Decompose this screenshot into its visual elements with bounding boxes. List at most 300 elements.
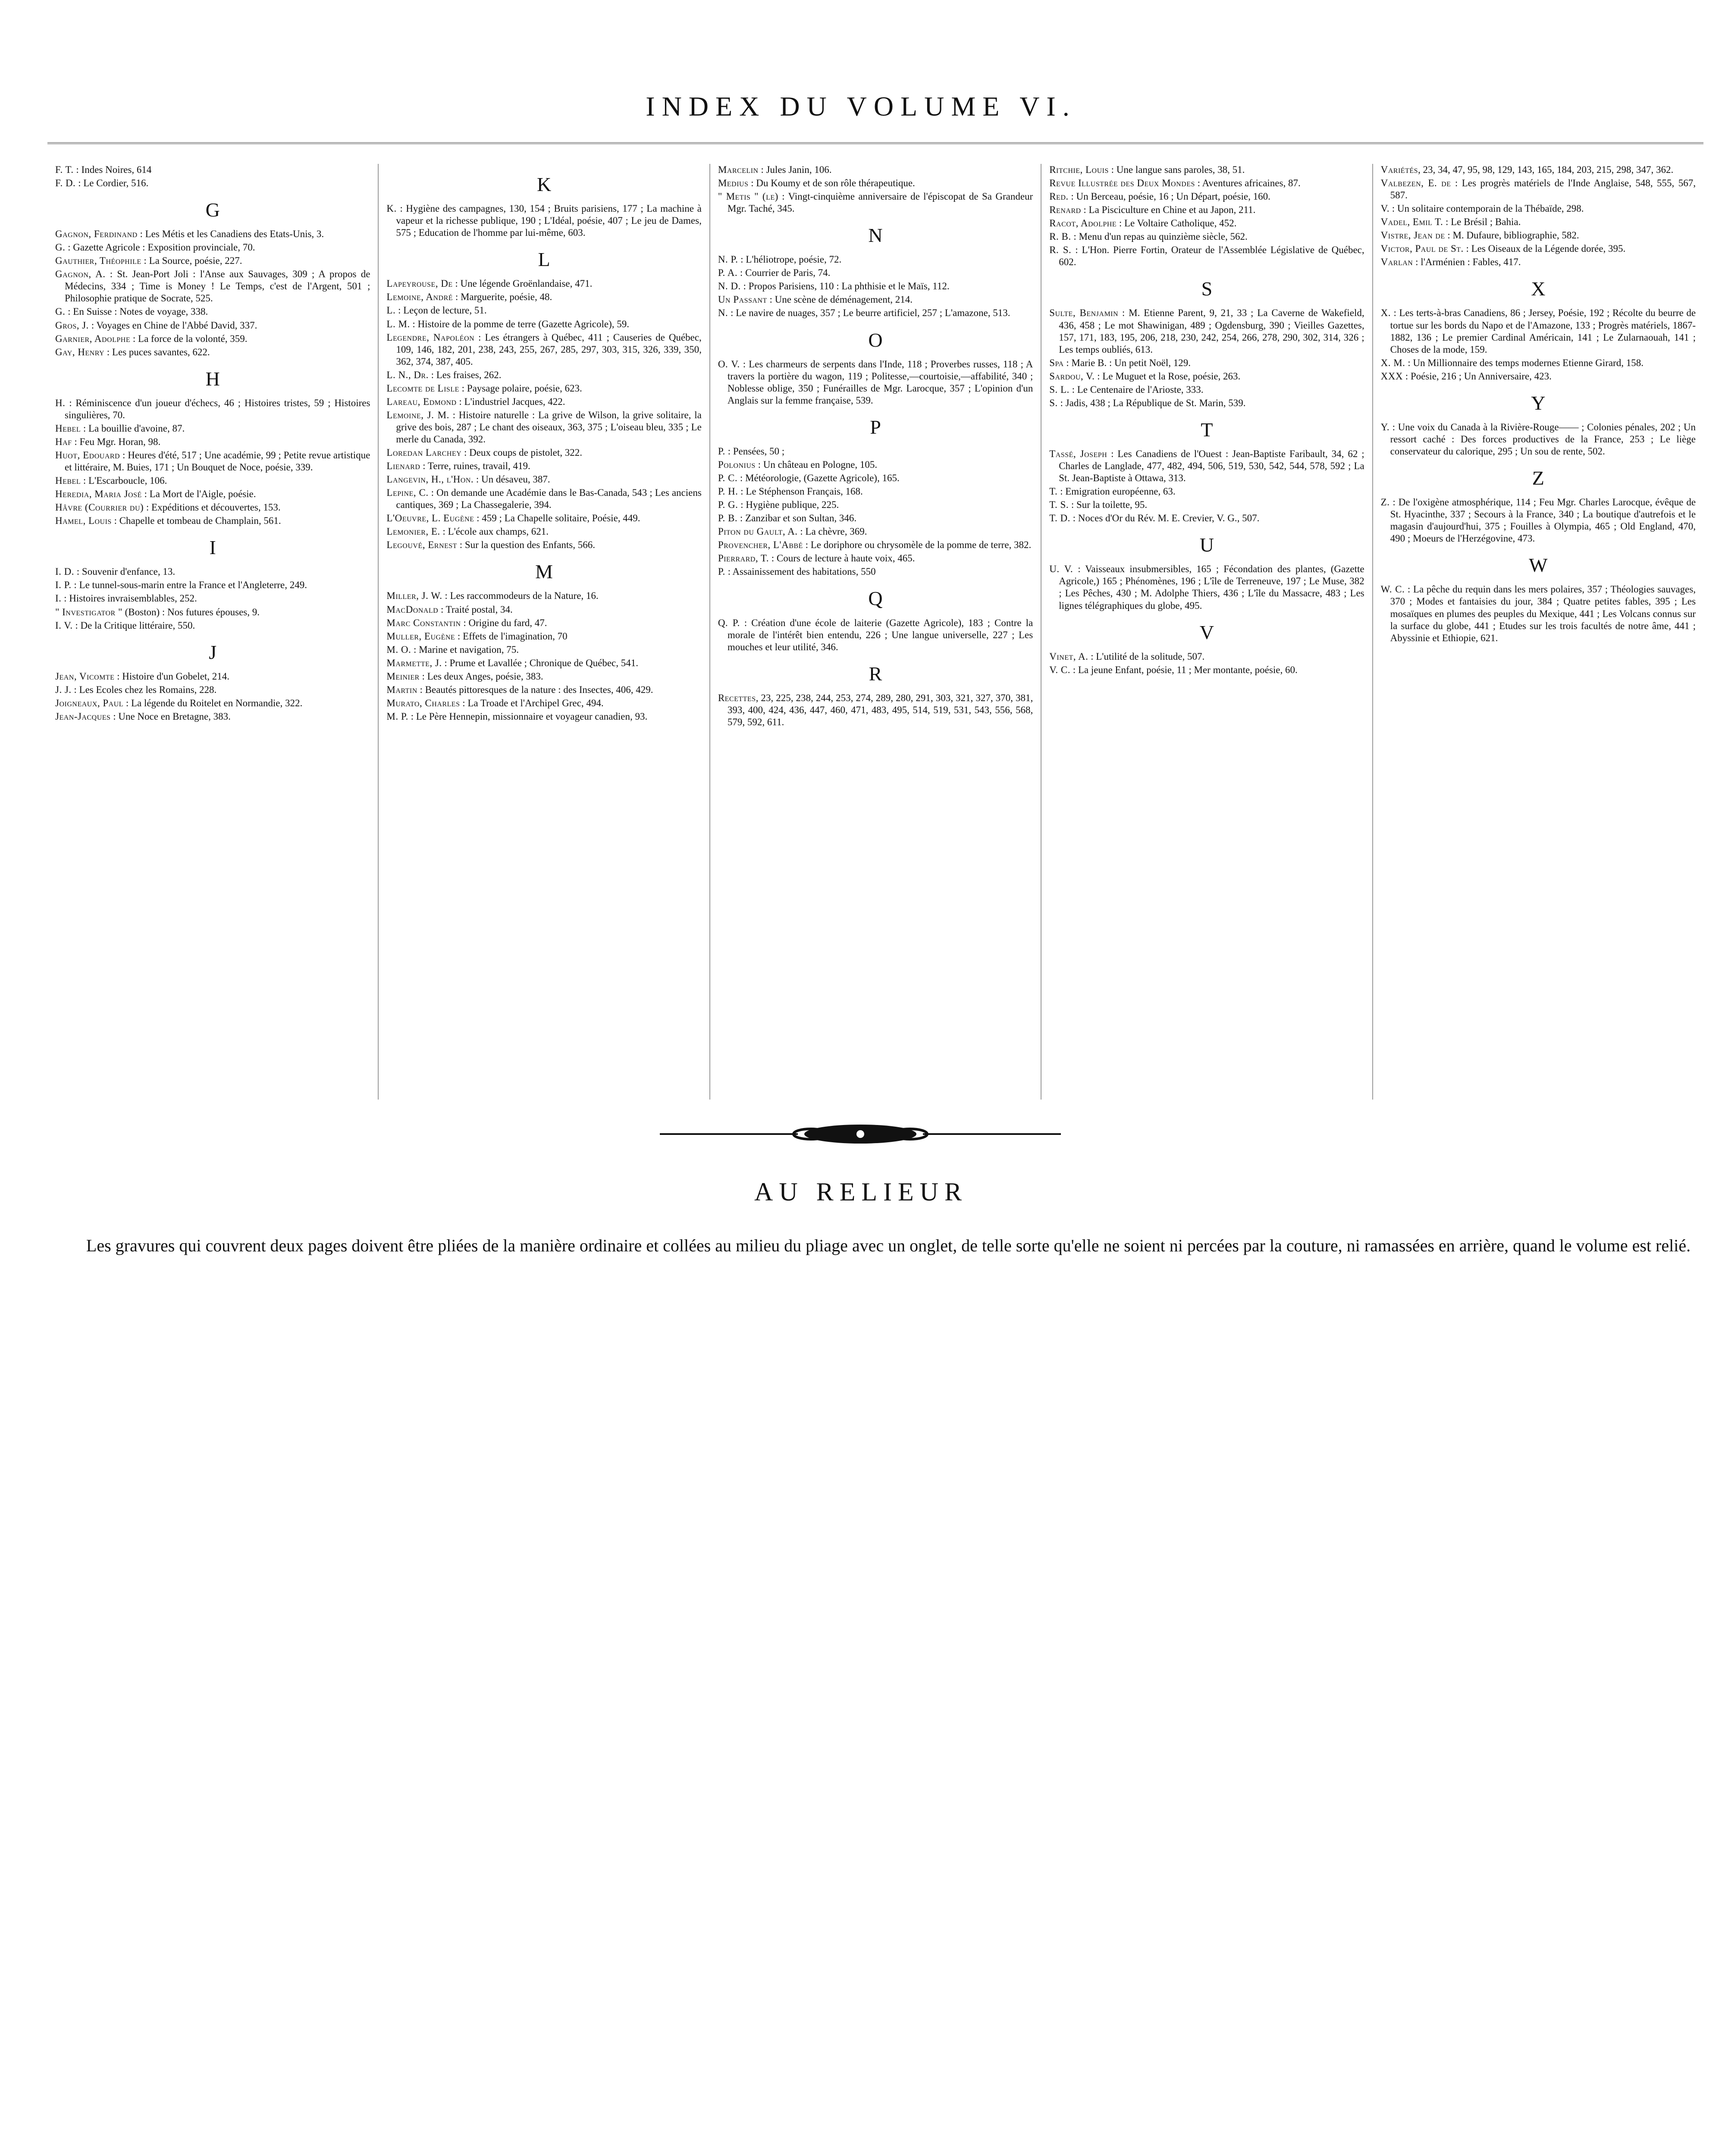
- index-entry: [718, 267, 1033, 279]
- index-entry: [1381, 243, 1696, 255]
- entry-author: F. T.: [55, 164, 74, 175]
- entry-text: : Du Koumy et de son rôle thérapeutique.: [748, 178, 915, 189]
- index-entry: [1381, 177, 1696, 201]
- entry-author: Jean, Vicomte: [55, 671, 115, 682]
- entry-author: Z.: [1380, 497, 1390, 508]
- entry-text: : Le navire de nuages, 357 ; Le beurre artificiel, 257 ; L'amazone, 513.: [728, 307, 1010, 319]
- entry-text: : Gazette Agricole : Exposition provinciale, 70.: [65, 242, 255, 253]
- entry-author: Hebel: [55, 475, 81, 486]
- entry-author: Lepine, C.: [386, 487, 429, 498]
- index-entry: [55, 397, 370, 421]
- entry-author: Martin: [386, 684, 417, 695]
- entry-author: Langevin, H., l'Hon.: [386, 474, 474, 485]
- entry-text: : Origine du fard, 47.: [461, 617, 547, 628]
- index-entry: [386, 369, 701, 381]
- index-entry: [55, 566, 370, 578]
- index-entry: [55, 423, 370, 435]
- entry-author: Renard: [1049, 204, 1081, 216]
- entry-text: : Histoire de la pomme de terre (Gazette Agricole), 59.: [410, 318, 630, 329]
- entry-text: : La bouillie d'avoine, 87.: [81, 423, 185, 434]
- entry-author: Lemonier, E.: [386, 526, 440, 537]
- index-entry: [55, 475, 370, 487]
- entry-text: : La jeune Enfant, poésie, 11 ; Mer montante, poésie, 60.: [1070, 664, 1298, 675]
- entry-text: : Le Voltaire Catholique, 452.: [1117, 218, 1237, 229]
- entry-author: Sulte, Benjamin: [1049, 307, 1119, 319]
- index-entry: [718, 358, 1033, 407]
- index-entry: [1049, 357, 1364, 369]
- entry-text: : L'Escarboucle, 106.: [81, 475, 167, 486]
- entry-text: : Poésie, 216 ; Un Anniversaire, 423.: [1402, 370, 1552, 382]
- entry-text: : La Source, poésie, 227.: [141, 255, 242, 266]
- entry-text: : Histoires invraisemblables, 252.: [61, 593, 197, 604]
- entry-author: Red.: [1049, 191, 1069, 202]
- entry-text: : La Troade et l'Archipel Grec, 494.: [460, 697, 604, 708]
- index-entry: [1381, 203, 1696, 215]
- entry-author: Jean-Jacques: [55, 711, 111, 722]
- index-entry: [55, 449, 370, 473]
- entry-author: I. V.: [55, 620, 73, 631]
- index-entry: [1381, 583, 1696, 644]
- entry-author: I.: [55, 593, 62, 604]
- entry-author: Hâvre (Courrier du): [55, 502, 144, 513]
- entry-author: F. D.: [55, 178, 76, 189]
- index-entry: [55, 592, 370, 605]
- entry-text: : Une scène de déménagement, 214.: [767, 294, 913, 305]
- index-entry: [718, 486, 1033, 498]
- entry-text: : Jadis, 438 ; La République de St. Marin, 539.: [1057, 397, 1246, 408]
- entry-text: : Noces d'Or du Rév. M. E. Crevier, V. G., 507.: [1070, 513, 1260, 524]
- index-entry: [55, 320, 370, 332]
- index-entry: [55, 177, 370, 189]
- entry-text: : Le Père Hennepin, missionnaire et voyageur canadien, 93.: [408, 711, 648, 722]
- entry-author: Q. P.: [718, 617, 740, 628]
- entry-text: : Courrier de Paris, 74.: [737, 267, 831, 279]
- entry-author: Lecomte de Lisle: [386, 382, 459, 394]
- entry-author: Huot, Edouard: [55, 449, 120, 461]
- section-letter: N: [868, 224, 883, 247]
- entry-author: L. M.: [386, 318, 410, 329]
- entry-text: : Deux coups de pistolet, 322.: [461, 447, 582, 458]
- entry-text: : Emigration européenne, 63.: [1057, 486, 1176, 497]
- index-entry: [55, 711, 370, 723]
- index-entry: [1049, 448, 1364, 484]
- entry-author: I. P.: [55, 580, 72, 591]
- section-letter: L: [538, 248, 550, 271]
- index-entry: [718, 177, 1033, 189]
- entry-author: G.: [55, 306, 66, 317]
- entry-text: : L'Hon. Pierre Fortin, Orateur de l'Assemblée Législative de Québec, 602.: [1059, 244, 1364, 268]
- entry-text: : Marie B. : Un petit Noël, 129.: [1063, 357, 1191, 368]
- index-entry: [386, 318, 701, 330]
- index-entry: [1049, 384, 1364, 396]
- entry-text: : La Pisciculture en Chine et au Japon, 211.: [1081, 204, 1256, 216]
- entry-text: : Le Stéphenson Français, 168.: [738, 486, 863, 497]
- section-letter: Q: [868, 587, 883, 610]
- entry-author: Legouvé, Ernest: [386, 539, 457, 551]
- index-entry: [1049, 651, 1364, 663]
- entry-text: : Souvenir d'enfance, 13.: [74, 566, 176, 577]
- index-entry: [1049, 486, 1364, 498]
- entry-text: : Jules Janin, 106.: [758, 164, 832, 175]
- section-letter: X: [1531, 278, 1546, 300]
- entry-author: P. A.: [718, 267, 738, 279]
- entry-text: : Effets de l'imagination, 70: [455, 630, 568, 642]
- entry-author: V.: [1380, 203, 1390, 214]
- index-column: [1041, 164, 1372, 1100]
- entry-text: : Pensées, 50 ;: [725, 445, 785, 457]
- index-entry: [1049, 244, 1364, 268]
- index-entry: [386, 304, 701, 317]
- entry-text: : Les raccommodeurs de la Nature, 16.: [442, 590, 599, 602]
- entry-text: : Histoire naturelle : La grive de Wilson, la grive solitaire, la grive des bois, 287 ; Le chant des oiseaux, 363, 375 ; L'oiseau bleu, 335 ; Le merle du Canada, 392.: [396, 409, 702, 445]
- entry-text: : M. Etienne Parent, 9, 21, 33 ; La Caverne de Wakefield, 436, 458 ; Le mot Shawinigan, 489 ; Ogdensburg, 390 ; Vieilles Gazettes, 157, 171, 183, 195, 206, 218, 230, 242, 254, 266, 278, 290, 302, 314, 326 ; Les temps oubliés, 613.: [1059, 307, 1364, 355]
- entry-text: : L'héliotrope, poésie, 72.: [738, 254, 842, 265]
- entry-text: : Les Ecoles chez les Romains, 228.: [71, 684, 217, 695]
- entry-author: P.: [718, 445, 725, 457]
- index-entry: [386, 526, 701, 538]
- entry-text: : En Suisse : Notes de voyage, 338.: [65, 306, 208, 317]
- entry-text: : Les fraises, 262.: [428, 369, 502, 380]
- index-entry: [718, 254, 1033, 266]
- entry-author: S. L.: [1049, 384, 1070, 395]
- section-letter: W: [1529, 554, 1548, 577]
- index-entry: [718, 526, 1033, 538]
- index-entry: [718, 499, 1033, 511]
- entry-text: : Aventures africaines, 87.: [1195, 178, 1301, 189]
- index-entry: [718, 307, 1033, 319]
- index-entry: [1381, 307, 1696, 355]
- entry-author: V. C.: [1049, 664, 1070, 675]
- section-letter: P: [870, 416, 881, 438]
- entry-text: : Les charmeurs de serpents dans l'Inde, 118 ; Proverbes russes, 118 ; A travers la portière du wagon, 119 ; Politesse,—courtoisie,—affabilité, 340 ; Noblesse oblige, 350 ; Funérailles de Mgr. Larocque, 357 ; L'opinion d'un Anglais sur la femme française, 539.: [727, 358, 1033, 406]
- section-letter: J: [209, 641, 217, 663]
- entry-text: : Propos Parisiens, 110 : La phthisie et le Maïs, 112.: [740, 281, 950, 292]
- entry-author: X.: [1380, 307, 1391, 319]
- entry-text: : Vingt-cinquième anniversaire de l'épiscopat de Sa Grandeur Mgr. Taché, 345.: [727, 191, 1033, 214]
- entry-text: : Hygiène des campagnes, 130, 154 ; Bruits parisiens, 177 ; La machine à vapeur et la richesse publique, 190 ; L'Idéal, poésie, 407 ; Le jeu de Dames, 575 ; Education de l'homme par lui-même, 603.: [396, 203, 702, 238]
- index-column: [47, 164, 378, 1100]
- index-entry: [55, 346, 370, 358]
- index-entry: [1381, 370, 1696, 382]
- entry-text: : Histoire d'un Gobelet, 214.: [114, 671, 230, 682]
- entry-text: : Cours de lecture à haute voix, 465.: [769, 553, 915, 564]
- index-entry: [718, 280, 1033, 292]
- entry-text: : Le Muguet et la Rose, poésie, 263.: [1095, 370, 1241, 382]
- entry-author: Spa: [1049, 357, 1064, 368]
- section-letter: V: [1199, 621, 1214, 643]
- index-entry: [1049, 217, 1364, 229]
- index-entry: [386, 278, 701, 290]
- index-entry: [386, 630, 701, 642]
- index-entry: [386, 539, 701, 551]
- index-entry: [1049, 370, 1364, 382]
- index-entry: [386, 604, 701, 616]
- entry-text: : La force de la volonté, 359.: [130, 333, 248, 344]
- index-entry: [718, 512, 1033, 524]
- entry-author: N.: [718, 307, 728, 319]
- index-column: [1372, 164, 1703, 1100]
- entry-text: : Un solitaire contemporain de la Thébaïde, 298.: [1390, 203, 1584, 214]
- index-entry: [718, 566, 1033, 578]
- index-entry: [55, 333, 370, 345]
- index-entry: [1381, 164, 1696, 176]
- entry-text: : Chapelle et tombeau de Champlain, 561.: [111, 515, 281, 526]
- entry-text: : Météorologie, (Gazette Agricole), 165.: [737, 473, 900, 484]
- entry-text: : Les étrangers à Québec, 411 ; Causeries de Québec, 109, 146, 182, 201, 238, 243, 255, 267, 285, 297, 303, 315, 326, 339, 350, 362, 374, 387, 405.: [396, 332, 702, 367]
- index-entry: [718, 459, 1033, 471]
- entry-author: Un Passant: [718, 294, 767, 305]
- entry-author: Provencher, L'Abbé: [718, 539, 803, 551]
- entry-text: , 23, 225, 238, 244, 253, 274, 289, 280, 291, 303, 321, 327, 370, 381, 393, 400, 424, 436, 447, 460, 471, 483, 495, 514, 519, 531, 543, 556, 568, 579, 592, 611.: [727, 692, 1033, 727]
- entry-author: Hebel: [55, 423, 81, 434]
- index-entry: [1049, 499, 1364, 511]
- entry-author: P.: [718, 566, 725, 577]
- index-entry: [1381, 216, 1696, 228]
- entry-author: Marmette, J.: [386, 657, 442, 668]
- index-entry: [55, 697, 370, 709]
- entry-author: Y.: [1380, 421, 1390, 432]
- entry-author: L. N., Dr.: [386, 369, 429, 380]
- entry-author: Valbezen, E. de: [1380, 178, 1451, 189]
- index-entry: [1049, 191, 1364, 203]
- entry-author: H.: [55, 397, 66, 408]
- entry-text: : Les Oiseaux de la Légende dorée, 395.: [1463, 243, 1626, 254]
- index-entry: [386, 332, 701, 368]
- entry-author: Vinet, A.: [1049, 651, 1088, 662]
- index-entry: [386, 291, 701, 303]
- index-entry: [55, 671, 370, 683]
- index-entry: [1049, 563, 1364, 611]
- index-entry: [386, 684, 701, 696]
- entry-author: N. D.: [718, 281, 741, 292]
- index-entry: [1381, 229, 1696, 241]
- index-entry: [386, 382, 701, 395]
- entry-text: : Le tunnel-sous-marin entre la France et l'Angleterre, 249.: [71, 580, 307, 591]
- entry-text: : Une langue sans paroles, 38, 51.: [1108, 164, 1245, 175]
- index-entry: [55, 241, 370, 254]
- index-entry: [1049, 231, 1364, 243]
- entry-author: Lareau, Edmond: [386, 396, 457, 407]
- entry-text: : Le Brésil ; Bahia.: [1443, 216, 1521, 228]
- entry-author: Meinier: [386, 671, 420, 682]
- index-entry: [1381, 256, 1696, 268]
- entry-author: M. P.: [386, 711, 408, 722]
- index-entry: [386, 409, 701, 445]
- index-entry: [55, 268, 370, 304]
- top-rule: [47, 142, 1703, 144]
- entry-author: Loredan Larchey: [386, 447, 462, 458]
- entry-text: : Terre, ruines, travail, 419.: [420, 461, 530, 472]
- entry-author: Joigneaux, Paul: [55, 697, 124, 708]
- entry-author: P. C.: [718, 473, 738, 484]
- index-entry: [386, 644, 701, 656]
- entry-text: : Prume et Lavallée ; Chronique de Québec, 541.: [442, 657, 638, 668]
- entry-text: : Un Millionnaire des temps modernes Etienne Girard, 158.: [1405, 357, 1644, 368]
- entry-text: : Voyages en Chine de l'Abbé David, 337.: [88, 320, 257, 331]
- entry-author: Haf: [55, 436, 72, 447]
- entry-text: : Le doriphore ou chrysomèle de la pomme de terre, 382.: [803, 539, 1032, 551]
- index-entry: [718, 472, 1033, 484]
- entry-author: M. O.: [386, 644, 411, 655]
- entry-author: G.: [55, 242, 66, 253]
- entry-author: Garnier, Adolphe: [55, 333, 131, 344]
- index-entry: [386, 590, 701, 602]
- section-letter: M: [535, 561, 553, 583]
- index-entry: [55, 684, 370, 696]
- entry-author: " Metis " (le): [718, 191, 778, 202]
- index-entry: [1381, 421, 1696, 458]
- entry-author: Gay, Henry: [55, 346, 105, 357]
- entry-author: J. J.: [55, 684, 72, 695]
- index-entry: [1049, 204, 1364, 216]
- entry-text: : 459 ; La Chapelle solitaire, Poésie, 449.: [474, 513, 640, 524]
- entry-author: Piton du Gault, A.: [718, 526, 798, 537]
- entry-text: : Un château en Pologne, 105.: [755, 459, 878, 470]
- entry-text: : Réminiscence d'un joueur d'échecs, 46 ; Histoires tristes, 59 ; Histoires singulières, 70.: [65, 397, 370, 420]
- index-entry: [386, 487, 701, 511]
- index-entry: [386, 396, 701, 408]
- entry-text: : Les deux Anges, poésie, 383.: [419, 671, 543, 682]
- entry-author: L.: [386, 305, 396, 316]
- entry-author: P. G.: [718, 499, 738, 511]
- entry-author: O. V.: [718, 358, 740, 370]
- index-column: [378, 164, 709, 1100]
- entry-text: : La chèvre, 369.: [797, 526, 867, 537]
- entry-author: Murato, Charles: [386, 697, 460, 708]
- entry-text: : Les progrès matériels de l'Inde Anglaise, 548, 555, 567, 587.: [1390, 178, 1696, 201]
- entry-text: : Le Cordier, 516.: [75, 178, 149, 189]
- entry-author: Medius: [718, 178, 749, 189]
- entry-author: P. H.: [718, 486, 738, 497]
- entry-author: Marcelin: [718, 164, 759, 175]
- entry-text: : Menu d'un repas au quinzième siècle, 562.: [1071, 231, 1248, 242]
- section-letter: S: [1201, 278, 1213, 300]
- entry-author: W. C.: [1380, 584, 1405, 595]
- entry-text: : L'école aux champs, 621.: [440, 526, 549, 537]
- index-entry: [1049, 177, 1364, 189]
- entry-text: : Une Noce en Bretagne, 383.: [110, 711, 231, 722]
- entry-author: Recettes: [718, 692, 756, 703]
- entry-text: : Une voix du Canada à la Rivière-Rouge—— ; Colonies pénales, 202 ; Un ressort caché : Des forces productives de la France, 253 ; Le liège conservateur du calorique, 295 ; Un sou de rente, 502.: [1390, 421, 1696, 457]
- entry-author: Miller, J. W.: [386, 590, 442, 602]
- entry-author: Marc Constantin: [386, 617, 461, 628]
- entry-text: : St. Jean-Port Joli : l'Anse aux Sauvages, 309 ; A propos de Médecins, 334 ; Time is Money ! Le Temps, c'est de l'Argent, 501 ; Philosophie pratique de Socrate, 525.: [65, 269, 370, 304]
- entry-author: Heredia, Maria José: [55, 489, 142, 500]
- entry-author: T. S.: [1049, 499, 1069, 511]
- entry-author: Tassé, Joseph: [1049, 448, 1107, 459]
- entry-author: P. B.: [718, 513, 738, 524]
- entry-author: MacDonald: [386, 604, 439, 615]
- entry-author: Variétés: [1380, 164, 1418, 175]
- index-entry: [386, 460, 701, 472]
- relieur-title: AU RELIEUR: [754, 1178, 968, 1206]
- entry-text: : Paysage polaire, poésie, 623.: [459, 382, 582, 394]
- index-entry: [386, 697, 701, 709]
- entry-author: Revue Illustrée des Deux Mondes: [1049, 178, 1195, 189]
- entry-text: : L'utilité de la solitude, 507.: [1088, 651, 1205, 662]
- entry-text: : La Mort de l'Aigle, poésie.: [141, 489, 256, 500]
- entry-text: : Sur la question des Enfants, 566.: [457, 539, 595, 551]
- entry-author: Racot, Adolphe: [1049, 218, 1117, 229]
- section-letter: H: [205, 367, 220, 390]
- entry-text: : De l'oxigène atmosphérique, 114 ; Feu Mgr. Charles Larocque, évêque de St. Hyacinthe, 337 ; Secours à la France, 340 ; La boutique d'autrefois et le magasin d'aujourd'hui, 375 ; Fouilles à Olympia, 465 ; Old England, 470, 490 ; Moeurs de l'Herzégovine, 473.: [1390, 497, 1696, 544]
- index-entry: [55, 164, 370, 176]
- section-letter: O: [868, 329, 883, 351]
- index-column: [709, 164, 1041, 1100]
- entry-text: : Leçon de lecture, 51.: [395, 305, 487, 316]
- entry-author: Lemoine, André: [386, 291, 453, 303]
- entry-text: : l'Arménien : Fables, 417.: [1413, 257, 1521, 268]
- entry-text: : Les terts-à-bras Canadiens, 86 ; Jersey, Poésie, 192 ; Récolte du beurre de tortue sur les bords du Napo et de l'Amazone, 133 ; Progrès matériels, 1867-1882, 136 ; Le premier Cardinal Américain, 141 ; Le Zularnaouah, 141 ; Choses de la mode, 159.: [1390, 307, 1696, 355]
- entry-author: Gauthier, Théophile: [55, 255, 141, 266]
- index-entry: [55, 501, 370, 514]
- entry-author: Polonius: [718, 459, 756, 470]
- index-entry: [55, 306, 370, 318]
- entry-text: : Les Métis et les Canadiens des Etats-Unis, 3.: [137, 229, 324, 240]
- entry-author: Victor, Paul de St.: [1380, 243, 1464, 254]
- index-entry: [718, 191, 1033, 215]
- entry-author: L'Oeuvre, L. Eugène: [386, 513, 474, 524]
- entry-author: Varlan: [1380, 257, 1413, 268]
- entry-text: : Indes Noires, 614: [73, 164, 152, 175]
- entry-author: Lienard: [386, 461, 420, 472]
- entry-author: K.: [386, 203, 397, 214]
- entry-text: : Création d'une école de laiterie (Gazette Agricole), 183 ; Contre la morale de l'intérêt bien entendu, 226 ; Une langue universelle, 227 ; Les mouches et leur utilité, 346.: [727, 617, 1033, 652]
- entry-author: Gros, J.: [55, 320, 89, 331]
- entry-author: Gagnon, Ferdinand: [55, 229, 138, 240]
- index-entry: [386, 711, 701, 723]
- section-letter: T: [1201, 418, 1213, 441]
- index-entry: [718, 692, 1033, 728]
- index-entry: [386, 473, 701, 486]
- entry-author: Hamel, Louis: [55, 515, 112, 526]
- section-letter: G: [205, 199, 220, 221]
- entry-text: : Vaisseaux insubmersibles, 165 ; Fécondation des plantes, (Gazette Agricole,) 165 ; Phénomènes, 196 ; L'île de Terreneuve, 197 ; Le Muse, 382 ; Les Pêches, 430 ; M. Adolphe Thiers, 436 ; L'île du Massacre, 483 ; Les lignes télégraphiques du globe, 495.: [1059, 564, 1364, 611]
- index-entry: [55, 620, 370, 632]
- entry-text: : Une légende Groënlandaise, 471.: [452, 278, 593, 289]
- entry-text: : Beautés pittoresques de la nature : des Insectes, 406, 429.: [417, 684, 653, 695]
- index-entry: [386, 447, 701, 459]
- relieur-text: Les gravures qui couvrent deux pages doivent être pliées de la manière ordinaire et collées au milieu du pliage avec un onglet, de telle sorte qu'elle ne soient ni percées par la couture, ni ramassées en arrière, quand le volume est relié.: [86, 1236, 1691, 1255]
- entry-text: : Expéditions et découvertes, 153.: [144, 502, 281, 513]
- entry-text: : M. Dufaure, bibliographie, 582.: [1445, 230, 1579, 241]
- entry-author: Ritchie, Louis: [1049, 164, 1109, 175]
- ornament-divider: [656, 1121, 1065, 1147]
- index-columns: [47, 164, 1703, 1100]
- index-entry: [1049, 512, 1364, 524]
- entry-text: : Heures d'été, 517 ; Une académie, 99 ; Petite revue artistique et littéraire, M. Buies, 171 ; Un Bouquet de Noce, poésie, 339.: [65, 449, 370, 473]
- index-entry: [1381, 357, 1696, 369]
- entry-author: U. V.: [1049, 564, 1073, 575]
- entry-text: : Le Centenaire de l'Arioste, 333.: [1069, 384, 1204, 395]
- entry-author: X. M.: [1380, 357, 1405, 368]
- entry-text: : Zanzibar et son Sultan, 346.: [737, 513, 857, 524]
- entry-text: : Marguerite, poésie, 48.: [453, 291, 552, 303]
- entry-author: T. D.: [1049, 513, 1070, 524]
- index-entry: [718, 294, 1033, 306]
- index-entry: [718, 552, 1033, 564]
- entry-text: : La pêche du requin dans les mers polaires, 357 ; Théologies sauvages, 370 ; Modes et fantaisies du jour, 384 ; Quatre petites fables, 395 ; Les mosaïques en plumes des peuples du Mexique, 441 ; Les Volcans connus sur la surface du globe, 441 ; Etudes sur les trois facultés de notre âme, 441 ; Abyssinie et Ethiopie, 621.: [1390, 584, 1696, 643]
- entry-author: R. S.: [1049, 244, 1072, 256]
- entry-author: I. D.: [55, 566, 75, 577]
- entry-text: : De la Critique littéraire, 550.: [72, 620, 195, 631]
- index-entry: [1049, 397, 1364, 409]
- index-entry: [386, 671, 701, 683]
- index-entry: [386, 617, 701, 629]
- index-entry: [1049, 164, 1364, 176]
- entry-author: Sardou, V.: [1049, 370, 1095, 382]
- entry-author: XXX: [1380, 370, 1403, 382]
